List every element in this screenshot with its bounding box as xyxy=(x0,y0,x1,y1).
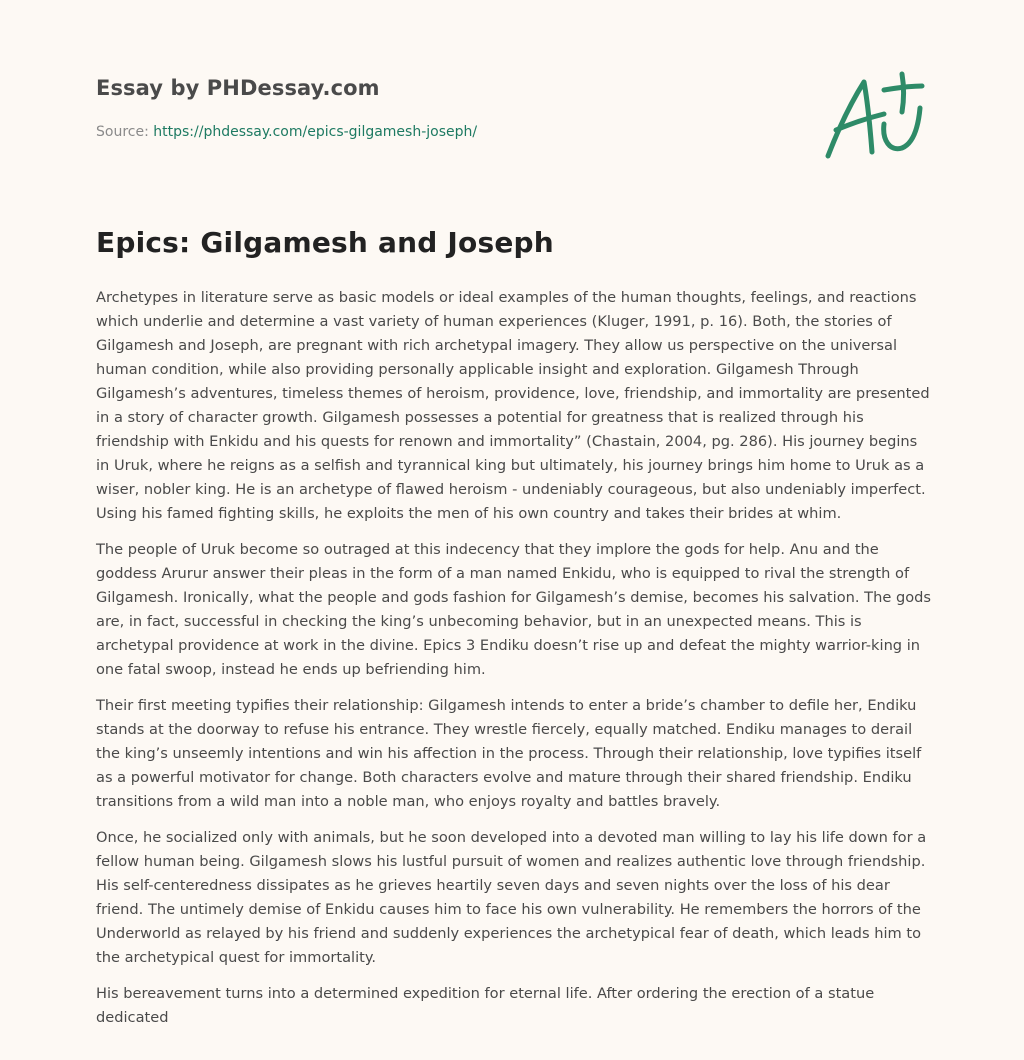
essay-body xyxy=(96,286,932,1042)
source-label: Source: xyxy=(96,124,154,140)
source-line xyxy=(96,124,477,140)
essay-paragraph: His bereavement turns into a determined expedition for eternal life. After ordering the erection of a statue dedicated xyxy=(96,985,875,1026)
a-plus-logo-icon xyxy=(824,68,928,164)
essay-paragraph: The people of Uruk become so outraged at this indecency that they implore the gods for help. Anu and the goddess Arurur answer their pleas in the form of a man named Enkidu, who is equipped to rival the strength of Gilgamesh. Ironically, what the people and gods fashion for Gilgamesh’s demise, becomes his salvation. The gods are, in fact, successful in checking the king’s unbecoming behavior, but in an unexpected means. This is archetypal providence at work in the divine. Epics 3 Endiku doesn’t rise up and defeat the mighty warrior-king in one fatal swoop, instead he ends up befriending him. xyxy=(96,541,932,678)
essay-paragraph: Once, he socialized only with animals, but he soon developed into a devoted man willing to lay his life down for a fellow human being. Gilgamesh slows his lustful pursuit of women and realizes authentic love through friendship. His self-centeredness dissipates as he grieves heartily seven days and seven nights over the loss of his dear friend. The untimely demise of Enkidu causes him to face his own vulnerability. He remembers the horrors of the Underworld as relayed by his friend and suddenly experiences the archetypical fear of death, which leads him to the archetypical quest for immortality. xyxy=(96,829,927,966)
essay-title: Epics: Gilgamesh and Joseph xyxy=(96,226,554,259)
essay-paragraph: Their first meeting typifies their relationship: Gilgamesh intends to enter a bride’s chamber to defile her, Endiku stands at the doorway to refuse his entrance. They wrestle fiercely, equally matched. Endiku manages to derail the king’s unseemly intentions and win his affection in the process. Through their relationship, love typifies itself as a powerful motivator for change. Both characters evolve and mature through their shared friendship. Endiku transitions from a wild man into a noble man, who enjoys royalty and battles bravely. xyxy=(96,697,922,810)
site-title: Essay by PHDessay.com xyxy=(96,76,380,100)
source-link[interactable]: https://phdessay.com/epics-gilgamesh-joseph/ xyxy=(153,124,478,140)
essay-paragraph: Archetypes in literature serve as basic models or ideal examples of the human thoughts, feelings, and reactions which underlie and determine a vast variety of human experiences (Kluger, 1991, p. 16). Both, the stories of Gilgamesh and Joseph, are pregnant with rich archetypal imagery. They allow us perspective on the universal human condition, while also providing personally applicable insight and exploration. Gilgamesh Through Gilgamesh’s adventures, timeless themes of heroism, providence, love, friendship, and immortality are presented in a story of character growth. Gilgamesh possesses a potential for greatness that is realized through his friendship with Enkidu and his quests for renown and immortality” (Chastain, 2004, pg. 286). His journey begins in Uruk, where he reigns as a selfish and tyrannical king but ultimately, his journey brings him home to Uruk as a wiser, nobler king. He is an archetype of flawed heroism - undeniably courageous, but also undeniably imperfect. Using his famed fighting skills, he exploits the men of his own country and takes their brides at whim. xyxy=(96,289,930,522)
